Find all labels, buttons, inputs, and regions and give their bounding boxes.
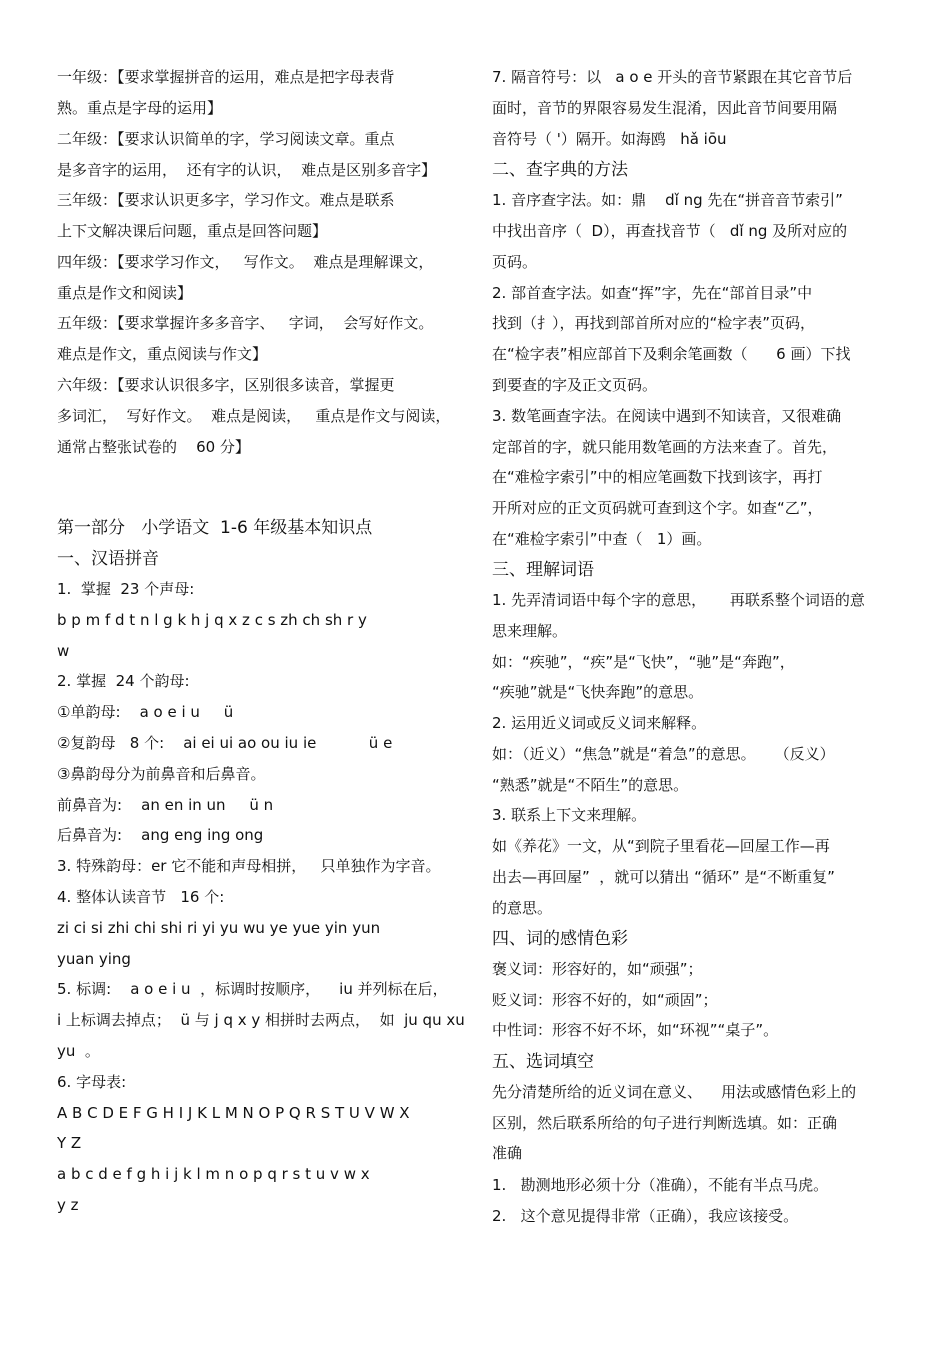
text-line: 多词汇， 写好作文。 难点是阅读， 重点是作文与阅读， [57, 407, 451, 425]
text-line: w [57, 642, 70, 660]
text-line: 5. 标调: a o e i u ，标调时按顺序， iu 并列标在后， [57, 980, 448, 998]
text-line: “熟悉”就是“不陌生”的意思。 [492, 776, 689, 794]
text-line: 难点是作文，重点阅读与作文】 [57, 345, 268, 363]
text-line: yu 。 [57, 1042, 100, 1060]
text-line: “疾驰”就是“飞快奔跑”的意思。 [492, 683, 704, 701]
text-line: 1. 勘测地形必须十分（准确），不能有半点马虎。 [492, 1176, 829, 1194]
text-line: 一年级：【要求掌握拼音的运用，难点是把字母表背 [57, 68, 395, 86]
text-line: 3. 特殊韵母：er 它不能和声母相拼， 只单独作为字音。 [57, 857, 441, 875]
text-line: 后鼻音为: ang eng ing ong [57, 826, 264, 844]
text-line: 中找出音序（ D），再查找音节（ dǐ ng 及所对应的 [492, 222, 848, 240]
text-line: 2. 这个意见提得非常（正确），我应该接受。 [492, 1207, 799, 1225]
text-line: 3. 数笔画查字法。在阅读中遇到不知读音，又很难确 [492, 407, 842, 425]
text-line: 中性词：形容不好不坏，如“环视”“桌子”。 [492, 1021, 779, 1039]
text-line: b p m f d t n l g k h j q x z c s zh ch sh r y [57, 611, 367, 629]
text-line: 六年级：【要求认识很多字，区别很多读音，掌握更 [57, 376, 395, 394]
text-line: 面时，音节的界限容易发生混淆，因此音节间要用隔 [492, 99, 838, 117]
text-line: 思来理解。 [492, 622, 568, 640]
text-line: A B C D E F G H I J K L M N O P Q R S T U V W X [57, 1104, 410, 1122]
text-line: 4. 整体认读音节 16 个: [57, 888, 225, 906]
text-line: 到要查的字及正文页码。 [492, 376, 658, 394]
text-line: 2. 运用近义词或反义词来解释。 [492, 714, 707, 732]
text-line: 2. 掌握 24 个韵母: [57, 672, 190, 690]
section-heading: 三、理解词语 [492, 560, 594, 580]
text-line: 通常占整张试卷的 60 分】 [57, 438, 250, 456]
text-line: 上下文解决课后问题，重点是回答问题】 [57, 222, 328, 240]
text-line: 在“难检字索引”中的相应笔画数下找到该字，再打 [492, 468, 823, 486]
text-line: 如：“疾驰”，“疾”是“飞快”，“驰”是“奔跑”， [492, 653, 795, 671]
text-line: 三年级：【要求认识更多字，学习作文。难点是联系 [57, 191, 395, 209]
text-line: 是多音字的运用， 还有字的认识， 难点是区别多音字】 [57, 161, 437, 179]
text-line: 如：（近义）“焦急”就是“着急”的意思。 （反义） [492, 745, 835, 763]
text-line: 重点是作文和阅读】 [57, 284, 193, 302]
text-line: zi ci si zhi chi shi ri yi yu wu ye yue yin yun [57, 919, 381, 937]
text-line: 准确 [492, 1144, 523, 1162]
text-line: 找到（扌），再找到部首所对应的“检字表”页码， [492, 314, 816, 332]
text-line: 褒义词：形容好的，如“顽强”； [492, 960, 703, 978]
text-line: ③鼻韵母分为前鼻音和后鼻音。 [57, 765, 266, 783]
text-line: ①单韵母: a o e i u ü [57, 703, 234, 721]
text-line: 先分清楚所给的近义词在意义、 用法或感情色彩上的 [492, 1083, 857, 1101]
section-heading: 四、词的感情色彩 [492, 929, 628, 949]
text-line: 四年级：【要求学习作文， 写作文。 难点是理解课文， [57, 253, 434, 271]
text-line: 在“难检字索引”中查（ 1）画。 [492, 530, 712, 548]
text-line: 贬义词：形容不好的，如“顽固”； [492, 991, 718, 1009]
text-line: 1. 音序查字法。如：鼎 dǐ ng 先在“拼音音节索引” [492, 191, 843, 209]
text-line: 7. 隔音符号：以 a o e 开头的音节紧跟在其它音节后 [492, 68, 853, 86]
section-heading: 一、汉语拼音 [57, 549, 159, 569]
text-line: yuan ying [57, 950, 131, 968]
text-line: 2. 部首查字法。如查“挥”字，先在“部首目录”中 [492, 284, 813, 302]
text-line: 1. 掌握 23 个声母: [57, 580, 195, 598]
text-line: Y Z [57, 1134, 82, 1152]
text-line: 出去—再回屋” ，就可以猜出 “循环” 是“不断重复” [492, 868, 835, 886]
text-line: 在“检字表”相应部首下及剩余笔画数（ 6 画）下找 [492, 345, 851, 363]
text-line: 二年级：【要求认识简单的字，学习阅读文章。重点 [57, 130, 395, 148]
text-line: 熟。重点是字母的运用】 [57, 99, 223, 117]
text-line: 五年级：【要求掌握许多多音字、 字词， 会写好作文。 [57, 314, 434, 332]
text-line: 区别，然后联系所给的句子进行判断选填。如：正确 [492, 1114, 838, 1132]
text-line: 前鼻音为: an en in un ü n [57, 796, 274, 814]
text-line: a b c d e f g h i j k l m n o p q r s t u v w x [57, 1165, 370, 1183]
text-line: 音符号（ '）隔开。如海鸥 hǎ iōu [492, 130, 727, 148]
text-line: 的意思。 [492, 899, 553, 917]
part-title: 第一部分 小学语文 1-6 年级基本知识点 [57, 518, 373, 538]
text-line: 1. 先弄清词语中每个字的意思， 再联系整个词语的意 [492, 591, 865, 609]
text-line: y z [57, 1196, 79, 1214]
text-line: 如《养花》一文，从“到院子里看花—回屋工作—再 [492, 837, 830, 855]
text-line: ②复韵母 8 个: ai ei ui ao ou iu ie ü e [57, 734, 393, 752]
section-heading: 二、查字典的方法 [492, 160, 628, 180]
text-line: 3. 联系上下文来理解。 [492, 806, 647, 824]
section-heading: 五、选词填空 [492, 1052, 594, 1072]
text-line: 定部首的字，就只能用数笔画的方法来查了。首先， [492, 438, 838, 456]
text-line: 页码。 [492, 253, 538, 271]
text-line: i 上标调去掉点； ü 与 j q x y 相拼时去两点， 如 ju qu xu [57, 1011, 465, 1029]
text-line: 6. 字母表: [57, 1073, 127, 1091]
text-line: 开所对应的正文页码就可查到这个字。如查“乙”， [492, 499, 823, 517]
